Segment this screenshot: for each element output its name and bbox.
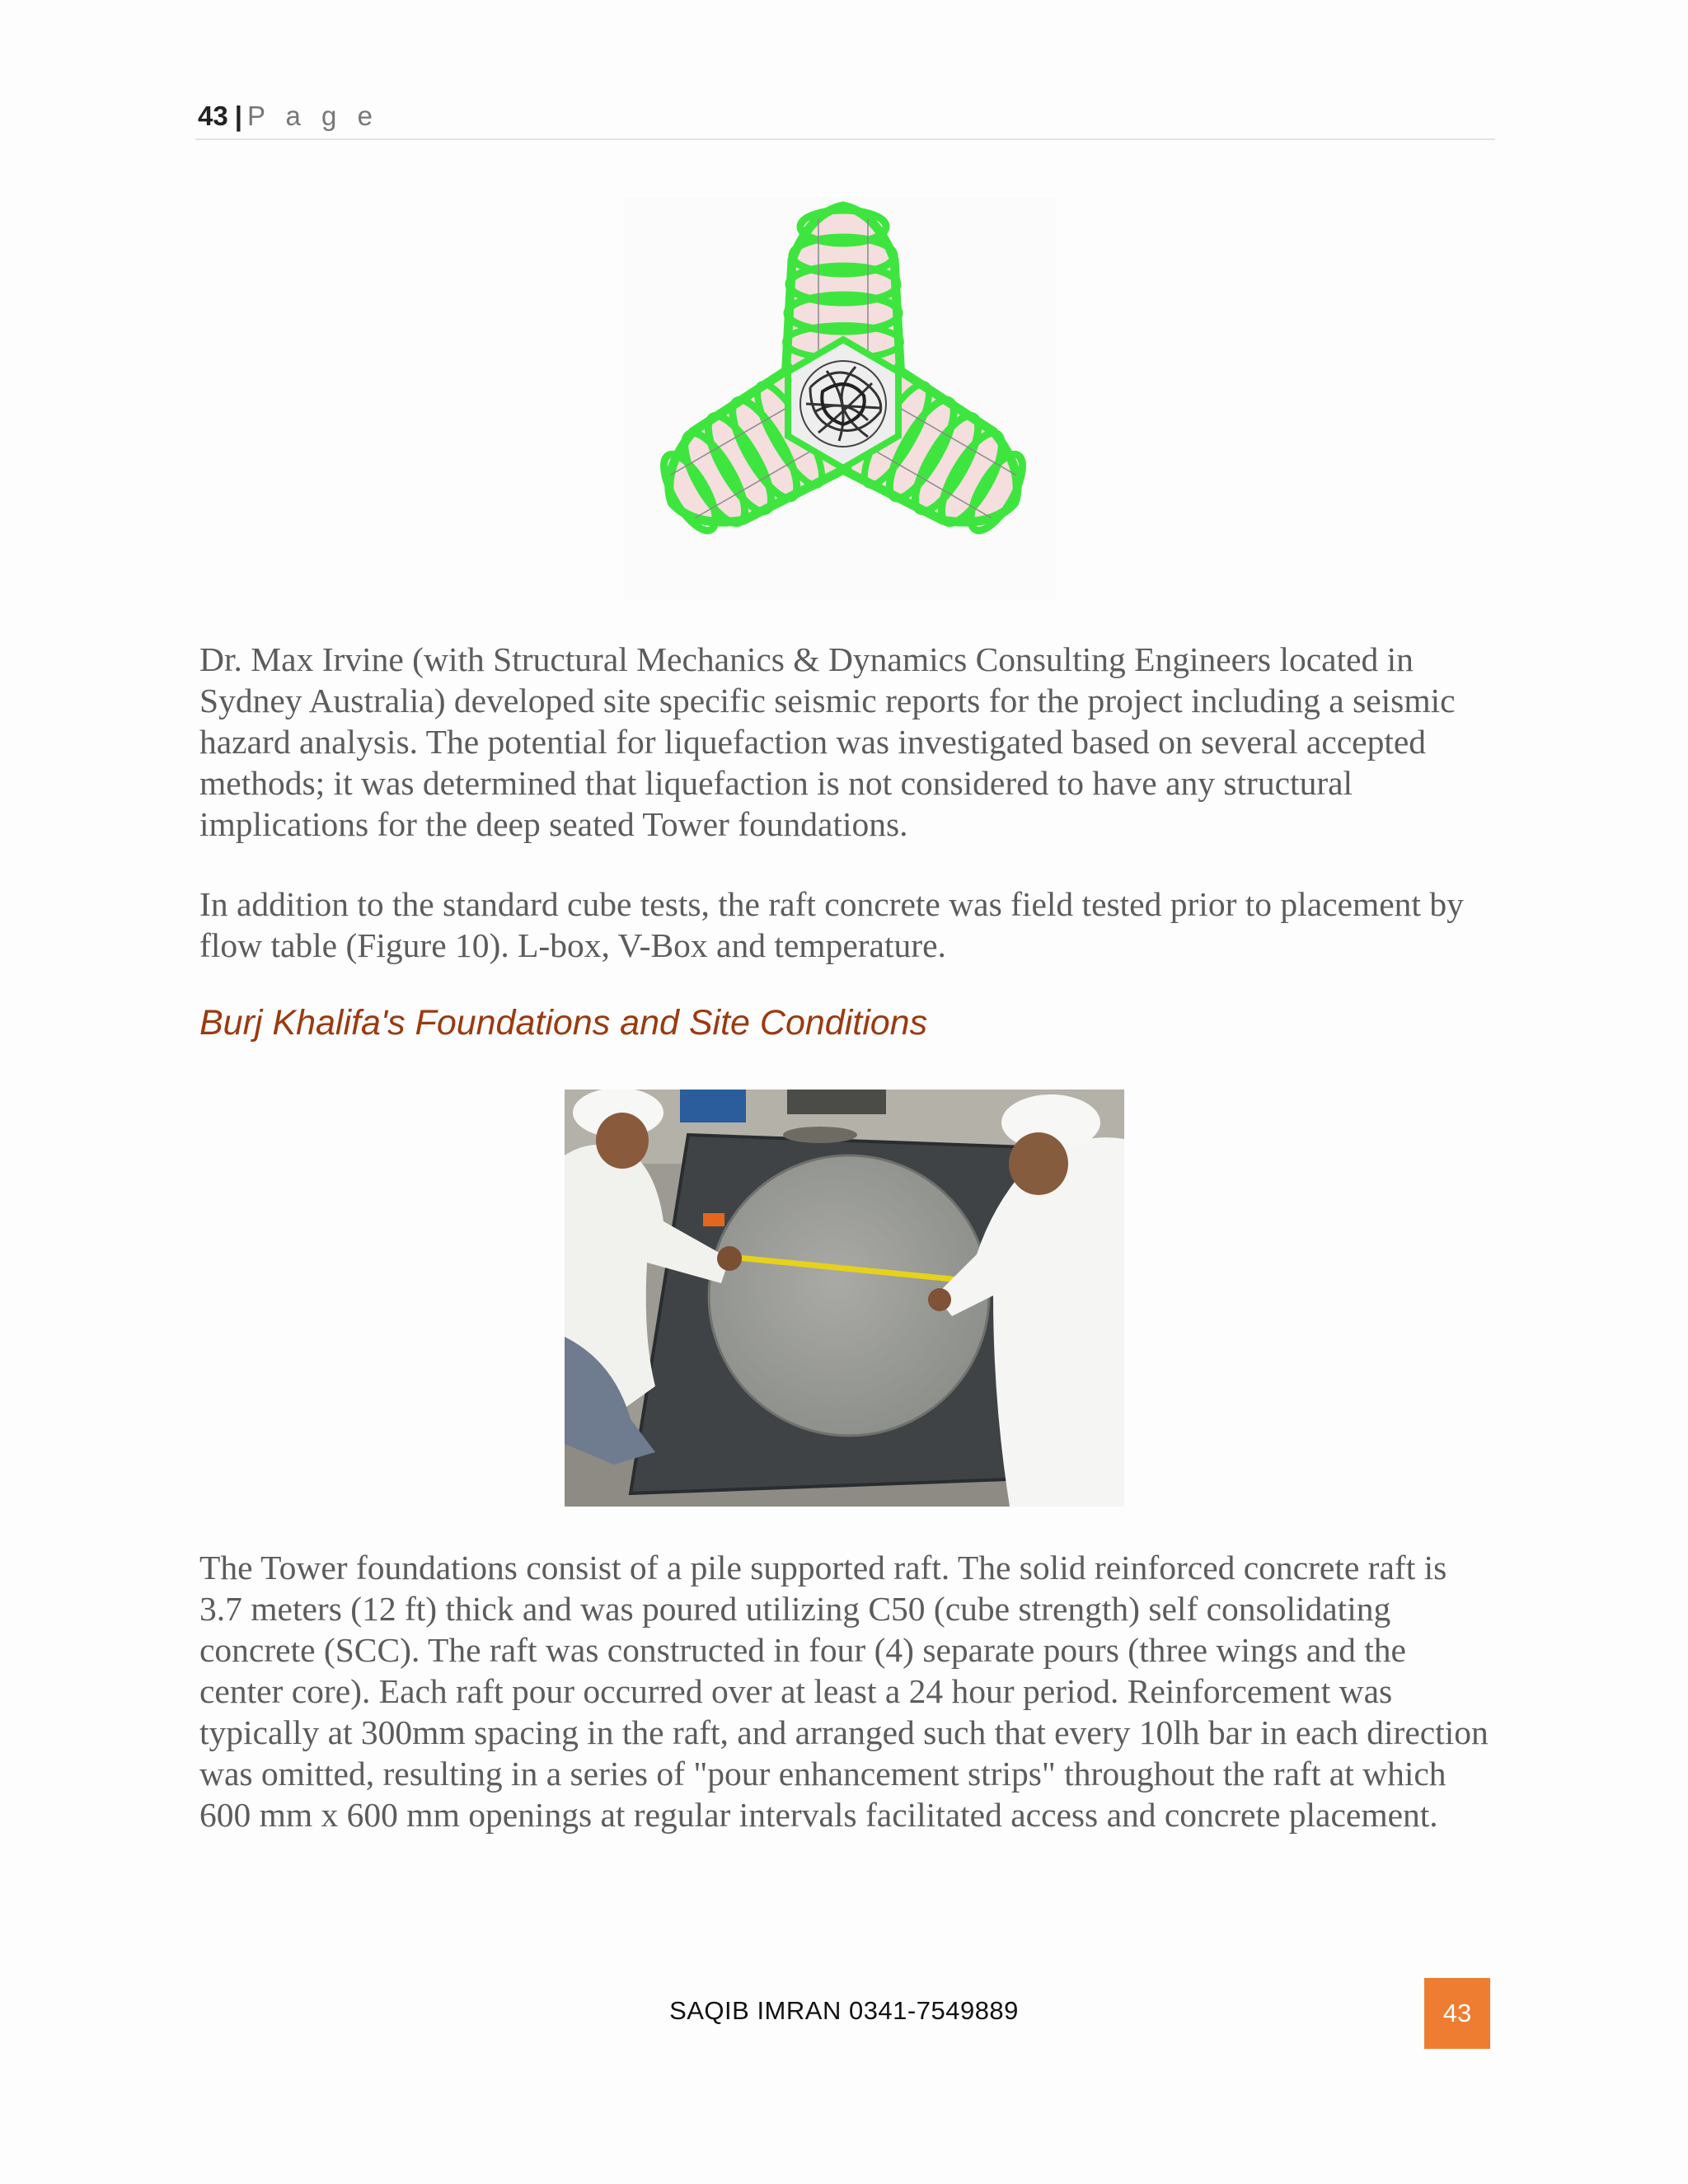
foundation-plan-figure	[624, 198, 1056, 600]
concrete-flow-table-test-photo-icon	[565, 1090, 1124, 1507]
page-header	[198, 101, 379, 132]
header-page-number: 43	[198, 101, 228, 131]
header-page-word: P a g e	[246, 101, 379, 131]
flow-table-photo	[565, 1090, 1124, 1507]
raft-description-paragraph: The Tower foundations consist of a pile supported raft. The solid reinforced concrete raft is 3.7 meters (12 ft) thick and was poured utilizing C50 (cube strength) self consolidating concrete (SCC). The raft was constructed in four (4) separate pours (three wings and the center core). Each raft pour occurred over at least a 24 hour period. Reinforcement was typically at 300mm spacing in the raft, and arranged such that every 10lh bar in each direction was omitted, resulting in a series of "pour enhancement strips" throughout the raft at which 600 mm x 600 mm openings at regular intervals facilitated access and concrete placement.	[199, 1549, 1489, 1834]
footer-page-number-box: 43	[1424, 1978, 1490, 2049]
header-separator: |	[234, 101, 242, 131]
footer-author: SAQIB IMRAN 0341-7549889	[669, 1996, 1019, 2025]
tri-wing-foundation-plan-icon	[624, 198, 1056, 600]
seismic-paragraph: Dr. Max Irvine (with Structural Mechanics & Dynamics Consulting Engineers located in Sydney Australia) developed site specific seismic reports for the project including a seismic hazard analysis. The potential for liquefaction was investigated based on several accepted methods; it was determined that liquefaction is not considered to have any structural implications for the deep seated Tower foundations.	[199, 640, 1456, 843]
header-rule	[195, 138, 1495, 140]
section-heading: Burj Khalifa's Foundations and Site Conditions	[199, 1003, 928, 1043]
field-test-paragraph: In addition to the standard cube tests, the raft concrete was field tested prior to placement by flow table (Figure 10). L-box, V-Box and temperature.	[199, 885, 1464, 964]
